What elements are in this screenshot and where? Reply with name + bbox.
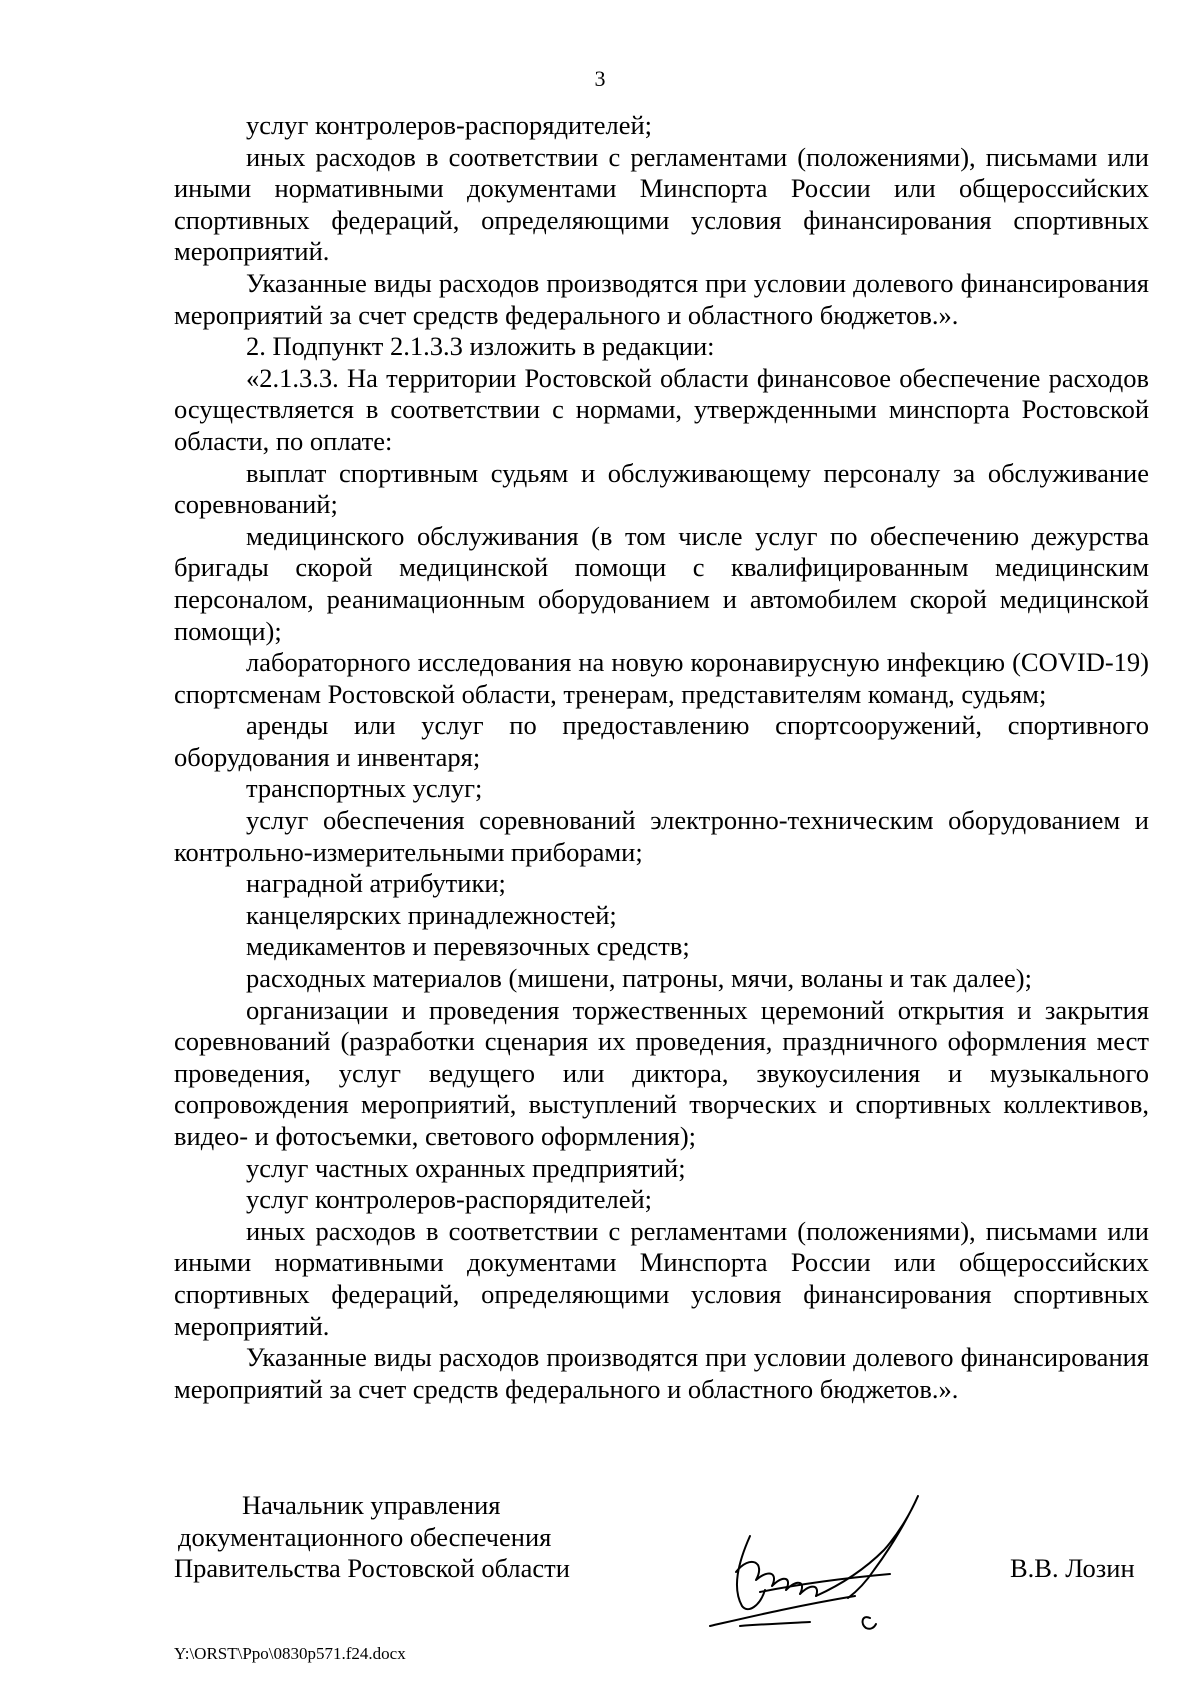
paragraph: лабораторного исследования на новую коронавирусную инфекцию (COVID-19) спортсменам Ростовской области, тренерам, представителям команд, судьям;: [174, 647, 1149, 709]
paragraph: организации и проведения торжественных церемоний открытия и закрытия соревнований (разработки сценария их проведения, праздничного оформления мест проведения, услуг ведущего или диктора, звукоусиления и музыкального сопровождения мероприятий, выступлений творческих и спортивных коллективов, видео- и фотосъемки, светового оформления);: [174, 994, 1149, 1151]
paragraph: аренды или услуг по предоставлению спортсооружений, спортивного оборудования и инвентаря;: [174, 710, 1149, 772]
paragraph: выплат спортивным судьям и обслуживающему персоналу за обслуживание соревнований;: [174, 457, 1149, 520]
document-body: [174, 110, 1149, 1405]
signatory-title: [174, 1490, 634, 1585]
paragraph: услуг контролеров-распорядителей;: [246, 110, 653, 140]
paragraph: медицинского обслуживания (в том числе услуг по обеспечению дежурства бригады скорой медицинской помощи с квалифицированным медицинским персоналом, реанимационным оборудованием и автомобилем скорой медицинской помощи);: [174, 520, 1149, 646]
paragraph: услуг контролеров-распорядителей;: [246, 1184, 653, 1215]
paragraph: наградной атрибутики;: [246, 868, 506, 899]
paragraph: Указанные виды расходов производятся при условии долевого финансирования мероприятий за счет средств федерального и областного бюджетов.».: [174, 267, 1149, 330]
paragraph: канцелярских принадлежностей;: [246, 899, 617, 930]
file-path: Y:\ORST\Ppo\0830p571.f24.docx: [174, 1644, 406, 1663]
paragraph: иных расходов в соответствии с регламентами (положениями), письмами или иными нормативными документами Минспорта России или общероссийских спортивных федераций, определяющими условия финансирования спортивных мероприятий.: [174, 141, 1149, 267]
signatory-title-line: документационного обеспечения: [178, 1521, 552, 1552]
paragraph: иных расходов в соответствии с регламентами (положениями), письмами или иными нормативными документами Минспорта России или общероссийских спортивных федераций, определяющими условия финансирования спортивных мероприятий.: [174, 1215, 1149, 1341]
handwritten-signature: [650, 1488, 970, 1638]
paragraph: Указанные виды расходов производятся при условии долевого финансирования мероприятий за счет средств федерального и областного бюджетов.».: [174, 1342, 1149, 1404]
paragraph: услуг частных охранных предприятий;: [246, 1152, 686, 1183]
paragraph: транспортных услуг;: [246, 773, 483, 804]
paragraph: 2. Подпункт 2.1.3.3 изложить в редакции:: [246, 331, 715, 362]
paragraph: услуг обеспечения соревнований электронно-техническим оборудованием и контрольно-измерительными приборами;: [174, 805, 1149, 867]
signatory-title-line: Начальник управления: [242, 1490, 501, 1520]
paragraph: расходных материалов (мишени, патроны, мячи, воланы и так далее);: [246, 963, 1032, 994]
paragraph: медикаментов и перевязочных средств;: [246, 931, 690, 962]
signatory-name: В.В. Лозин: [1010, 1553, 1135, 1583]
signatory-title-line: Правительства Ростовской области: [174, 1553, 570, 1584]
page-number: 3: [594, 66, 606, 91]
paragraph: «2.1.3.3. На территории Ростовской области финансовое обеспечение расходов осуществляется в соответствии с нормами, утвержденными минспорта Ростовской области, по оплате:: [174, 362, 1149, 456]
